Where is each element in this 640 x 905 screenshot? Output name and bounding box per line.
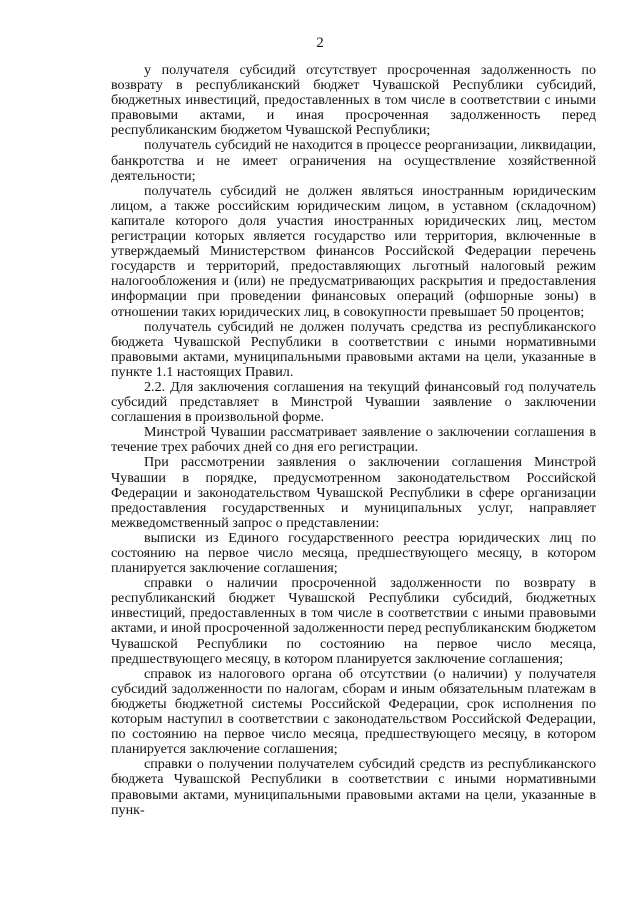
paragraph-no-other-funds: получатель субсидий не должен получать средства из республиканского бюджета Чувашской Республики в соответствии с иными нормативными правовыми актами, муниципальными правовыми актами на цели, указанные в пункте 1.1 настоящих Правил. [111,318,596,380]
paragraph-debt-certificate: справки о наличии просроченной задолженности по возврату в республиканский бюджет Чувашской Республики субсидий, бюджетных инвестиций, предоставленных в том числе в соответствии с иными правовыми актами, и иной просроченной задолженности перед республиканским бюджетом Чувашской Республики по состоянию на первое число месяца, предшествующего месяцу, в котором планируется заключение соглашения; [111,575,596,667]
paragraph-review-period: Минстрой Чувашии рассматривает заявление о заключении соглашения в течение трех рабочих дней со дня его регистрации. [111,424,596,456]
paragraph-tax-certificate: справок из налогового органа об отсутствии (о наличии) у получателя субсидий задолженности по налогам, сборам и иным обязательным платежам в бюджеты бюджетной системы Российской Федерации, срок исполнения по которым наступил в соответствии с законодательством Российской Федерации, по состоянию на первое число месяца, предшествующего месяцу, в котором планируется заключение соглашения; [111,665,596,758]
paragraph-funds-certificate: справки о получении получателем субсидий средств из республиканского бюджета Чувашской Республики в соответствии с иными нормативными правовыми актами, муниципальными правовыми актами на цели, указанные в пунк- [111,756,596,818]
document-body [111,63,596,818]
paragraph-interagency-request: При рассмотрении заявления о заключении соглашения Минстрой Чувашии в порядке, предусмотренном законодательством Российской Федерации и законодательством Чувашской Республики в сфере организации предоставления государственных и муниципальных услуг, направляет межведомственный запрос о представлении: [111,454,596,531]
paragraph-no-overdue-debt: у получателя субсидий отсутствует просроченная задолженность по возврату в республиканский бюджет Чувашской Республики субсидий, бюджетных инвестиций, предоставленных в том числе в соответствии с иными правовыми актами, и иная просроченная задолженность перед республиканским бюджетом Чувашской Республики; [111,62,596,139]
paragraph-not-foreign-entity: получатель субсидий не должен являться иностранным юридическим лицом, а также российским юридическим лицом, в уставном (складочном) капитале которого доля участия иностранных юридических лиц, местом регистрации которых является государство или территория, включенные в утверждаемый Министерством финансов Российской Федерации перечень государств и территорий, предоставляющих льготный налоговый режим налогообложения и (или) не предусматривающих раскрытия и предоставления информации при проведении финансовых операций (офшорные зоны) в отношении таких юридических лиц, в совокупности превышает 50 процентов; [111,182,596,320]
paragraph-section-2-2: 2.2. Для заключения соглашения на текущий финансовый год получатель субсидий представляет в Минстрой Чувашии заявление о заключении соглашения в произвольной форме. [111,378,596,426]
paragraph-no-reorganization: получатель субсидий не находится в процессе реорганизации, ликвидации, банкротства и не имеет ограничения на осуществление хозяйственной деятельности; [111,137,596,184]
page-number: 2 [316,35,324,51]
paragraph-registry-extract: выписки из Единого государственного реестра юридических лиц по состоянию на первое число месяца, предшествующего месяцу, в котором планируется заключение соглашения; [111,529,596,577]
